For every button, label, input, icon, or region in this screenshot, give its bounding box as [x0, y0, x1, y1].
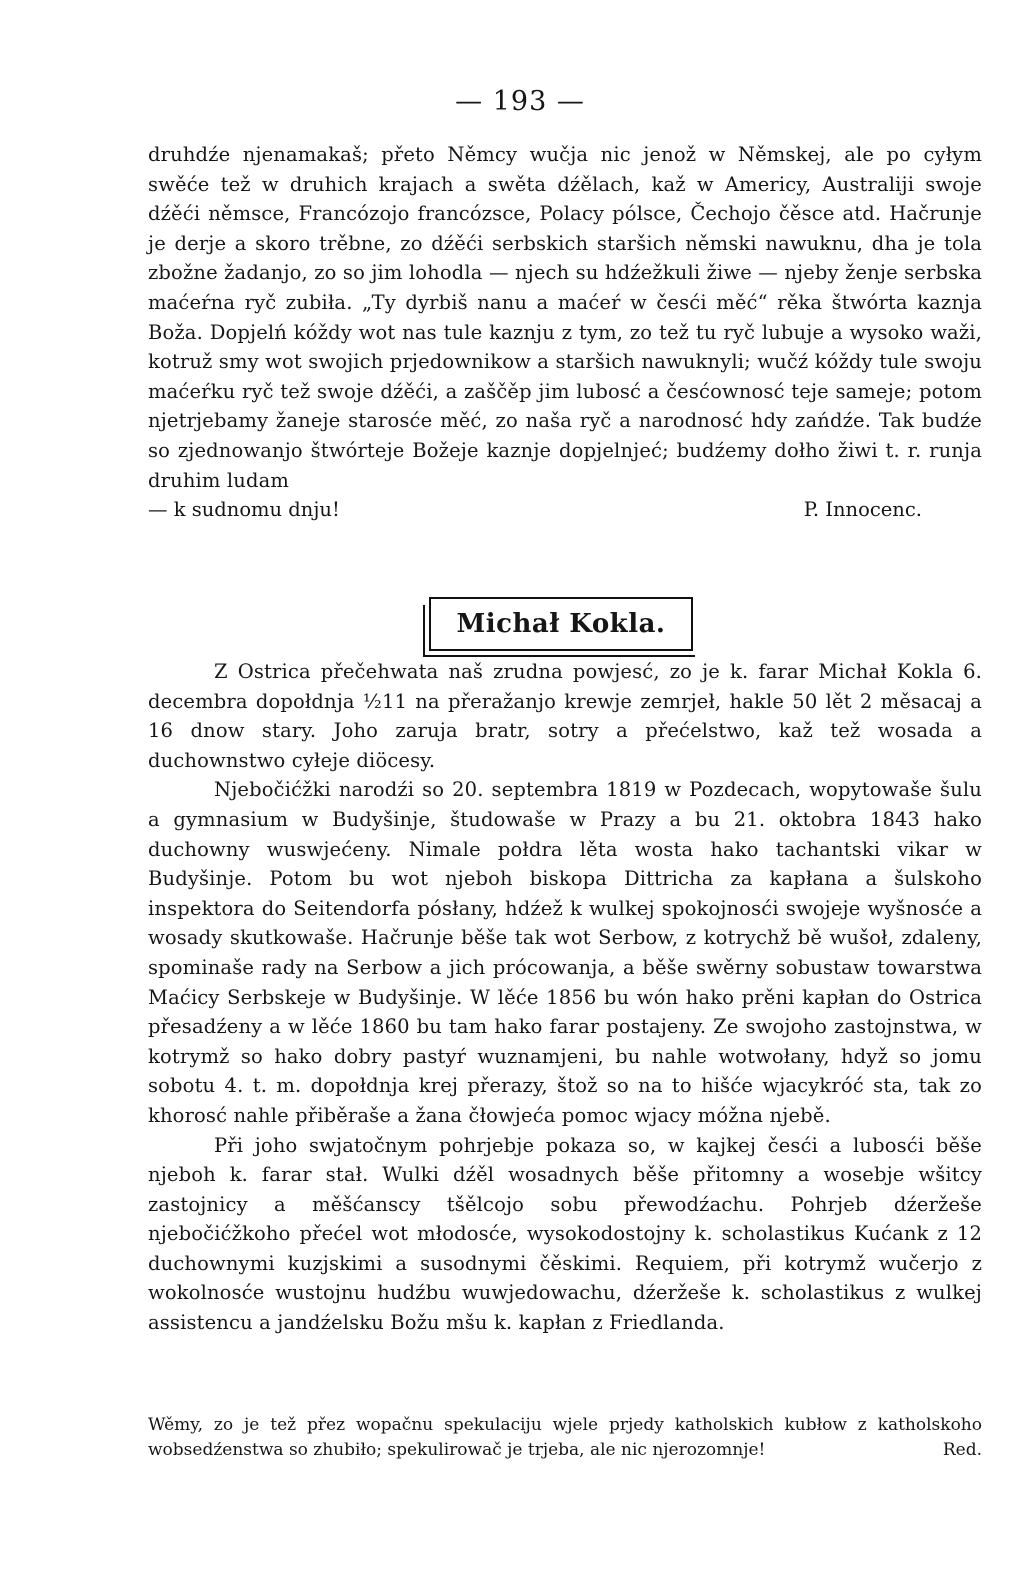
article-heading-box [429, 597, 693, 651]
intro-paragraph: druhdźe njenamakaš; přeto Němcy wučja nic jenož w Němskej, ale po cyłym swěće tež w druhich krajach a swěta dźělach, kaž w Americy, Australiji swoje dźěći němsce, Francózojo francózsce, Polacy pólsce, Čechojo čěsce atd. Hačrunje je derje a skoro trěbne, zo dźěći serbskich staršich němski nawuknu, dha je tola zbožne žadanjo, zo so jim lohodla — njech su hdźežkuli žiwe — njeby ženje serbska maćeŕna ryč zubiła. „Ty dyrbiš nanu a maćeŕ w česći měć“ rěka štwórta kaznja Boža. Dopjelń kóždy wot nas tule kaznju z tym, zo tež tu ryč lubuje a wysoko waži, kotruž smy wot swojich prjedownikow a staršich nawuknyli; wučź kóždy tule swoju maćeŕku ryč tež swoje dźěći, a zaščěp jim lubosć a česćownosć teje sameje; potom njetrjebamy žaneje starosće měć, zo naša ryč a narodnosć hdy zańdźe. Tak budźe so zjednowanjo štwórteje Božeje kaznje dopjelnjeć; budźemy dołho žiwi t. r. runja druhim ludam [148, 143, 982, 492]
closing-phrase: — k sudnomu dnju! [148, 498, 340, 522]
article-paragraph-1: Z Ostrica přečehwata naš zrudna powjesć, zo je k. farar Michał Kokla 6. decembra dopołdnja ½11 na přeražanjo krewje zemrjeł, hakle 50 lět 2 měsacaj a 16 dnow stary. Joho zaruja bratr, sotry a přećelstwo, kaž tež wosada a duchownstwo cyłeje diöcesy. [148, 660, 982, 772]
article-paragraph-2: Njebočićžki narodźi so 20. septembra 1819 w Pozdecach, wopytowaše šulu a gymnasium w Budyšinje, študowaše w Prazy a bu 21. oktobra 1843 hako duchowny wuswjećeny. Nimale połdra lěta wosta hako tachantski vikar w Budyšinje. Potom bu wot njeboh biskopa Dittricha za kapłana a šulskoho inspektora do Seitendorfa pósłany, hdźež k wulkej spokojnosći swojeje wyšnosće a wosady skutkowaše. Hačrunje běše tak wot Serbow, z kotrychž bě wušoł, zdaleny, spominaše rady na Serbow a jich prócowanja, a běše swěrny sobustaw towarstwa Maćicy Serbskeje w Budyšinje. W lěće 1856 bu wón hako prěni kapłan do Ostrica přesadźeny a w lěće 1860 bu tam hako farar postajeny. Ze swojoho zastojnstwa, w kotrymž so hako dobry pastyŕ wuznamjeni, bu nahle wotwołany, hdyž so jomu sobotu 4. t. m. dopołdnja krej přerazy, štož so na to hišće wjacykróć sta, tak zo khorosć nahle přiběraše a žana čłowjeća pomoc wjacy móžna njebě. [148, 778, 982, 1127]
intro-section [148, 140, 982, 525]
intro-signature-line [148, 495, 982, 525]
footnote-signature: Red. [942, 1440, 982, 1460]
footnote-text: Wěmy, zo je tež přez wopačnu spekulaciju wjele prjedy katholskich kubłow z katholskoho wobsedźenstwa so zhubiło; spekulirowač je trjeba, ale nic njerozomnje! [148, 1415, 982, 1460]
author-signature: P. Innocenc. [803, 498, 922, 522]
page-number: — 193 — [455, 86, 585, 117]
article-body [148, 657, 982, 1338]
article-paragraph-3: Při joho swjatočnym pohrjebje pokaza so, w kajkej česći a lubosći běše njeboh k. farar stał. Wulki dźěl wosadnych běše přitomny a wosebje wšitcy zastojnicy a měšćanscy tšělcojo sobu přewodźachu. Pohrjeb dźeržeše njebočićžkoho přećel wot młodosće, wysokodostojny k. scholastikus Kućank z 12 duchownymi kuzjskimi a susodnymi čěskimi. Requiem, při kotrymž wučerjo z wokolnosće wustojnu hudźbu wuwjedowachu, dźeržeše k. scholastikus z wulkej assistencu a jandźelsku Božu mšu k. kapłan z Friedlanda. [148, 1133, 982, 1335]
article-heading: Michał Kokla. [456, 609, 666, 639]
footnote [148, 1413, 982, 1463]
